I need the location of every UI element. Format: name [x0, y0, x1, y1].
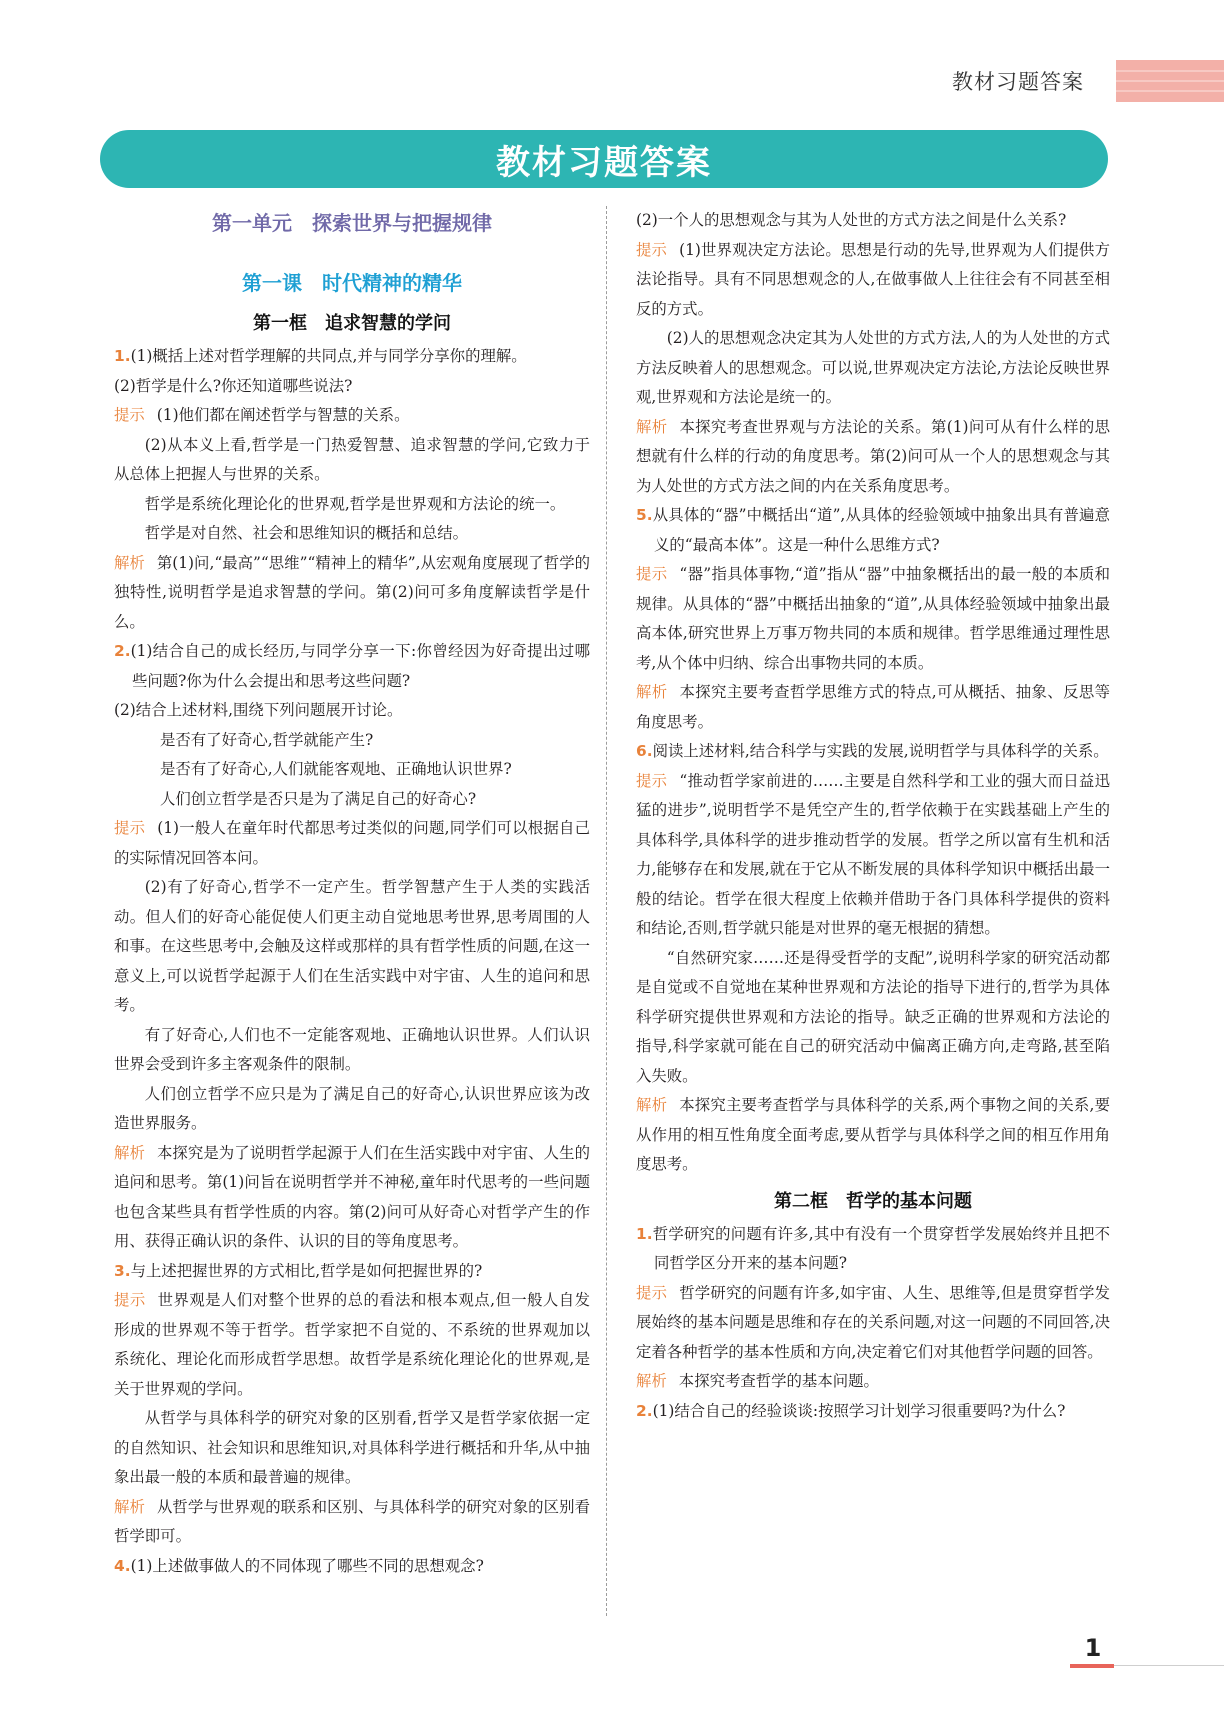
answer-paragraph: 人们创立哲学不应只是为了满足自己的好奇心,认识世界应该为改造世界服务。: [114, 1084, 590, 1132]
question-text: (1)概括上述对哲学理解的共同点,并与同学分享你的理解。: [130, 347, 527, 365]
frame2-question-2: [636, 1397, 1110, 1427]
question-2b: (2)结合上述材料,围绕下列问题展开讨论。: [114, 701, 403, 719]
analysis-block: [114, 549, 590, 638]
question-5: [636, 501, 1110, 560]
analysis-block: [636, 1367, 1110, 1397]
page-number: 1: [1084, 1634, 1102, 1662]
question-text: (1)结合自己的成长经历,与同学分享一下:你曾经因为好奇提出过哪些问题?你为什么会提出和思考这些问题?: [130, 642, 590, 690]
question-number: 1.: [636, 1224, 653, 1243]
question-number: 6.: [636, 742, 653, 760]
answer-paragraph: “自然研究家……还是得受哲学的支配”,说明科学家的研究活动都是自觉或不自觉地在某种世界观和方法论的指导下进行的,哲学为具体科学研究提供世界观和方法论的指导。缺乏正确的世界观和方法论的指导,科学家就可能在自己的研究活动中偏离正确方向,走弯路,甚至陷入失败。: [636, 948, 1110, 1085]
analysis-block: [636, 678, 1110, 737]
right-column: [636, 206, 1110, 1426]
analysis-text: 本探究考查世界观与方法论的关系。第(1)问可从有什么样的思想就有什么样的行动的角度思考。第(2)问可从一个人的思想观念与其为人处世的方式方法之间的内在关系角度思考。: [636, 417, 1110, 495]
question-text: (1)结合自己的经验谈谈:按照学习计划学习很重要吗?为什么?: [652, 1401, 1066, 1420]
question-text: 阅读上述材料,结合科学与实践的发展,说明哲学与具体科学的关系。: [652, 742, 1109, 760]
answer-paragraph: (2)人的思想观念决定其为人处世的方式方法,人的为人处世的方式方法反映着人的思想观念。可以说,世界观决定方法论,方法论反映世界观,世界观和方法论是统一的。: [636, 329, 1110, 406]
hint-text: (1)世界观决定方法论。思想是行动的先导,世界观为人们提供方法论指导。具有不同思想观念的人,在做事做人上往往会有不同甚至相反的方式。: [636, 240, 1110, 318]
analysis-text: 从哲学与世界观的联系和区别、与具体科学的研究对象的区别看哲学即可。: [114, 1497, 590, 1545]
hint-block: [114, 1286, 590, 1404]
question-text: 哲学研究的问题有许多,其中有没有一个贯穿哲学发展始终并且把不同哲学区分开来的基本问题?: [652, 1224, 1110, 1272]
question-number: 1.: [114, 347, 131, 365]
title-banner: [100, 130, 1108, 188]
hint-block: [636, 560, 1110, 678]
analysis-text: 第(1)问,“最高”“思维”“精神上的精华”,从宏观角度展现了哲学的独特性,说明哲学是追求智慧的学问。第(2)问可多角度解读哲学是什么。: [114, 553, 590, 631]
question-2: [114, 637, 590, 696]
analysis-tag: 解析: [636, 683, 668, 701]
hint-block: [636, 1279, 1110, 1368]
question-1: [114, 342, 590, 372]
hint-block: [114, 401, 590, 431]
answer-paragraph: 从哲学与具体科学的研究对象的区别看,哲学又是哲学家依据一定的自然知识、社会知识和思维知识,对具体科学进行概括和升华,从中抽象出最一般的本质和最普遍的规律。: [114, 1409, 590, 1486]
hint-text: (1)一般人在童年时代都思考过类似的问题,同学们可以根据自己的实际情况回答本问。: [114, 819, 590, 867]
hint-text: 哲学研究的问题有许多,如宇宙、人生、思维等,但是贯穿哲学发展始终的基本问题是思维和存在的关系问题,对这一问题的不同回答,决定着各种哲学的基本性质和方向,决定着它们对其他哲学问题的回答。: [636, 1283, 1110, 1361]
answer-paragraph: 哲学是系统化理论化的世界观,哲学是世界观和方法论的统一。: [144, 494, 566, 513]
question-text: 从具体的“器”中概括出“道”,从具体的经验领域中抽象出具有普遍意义的“最高本体”。这是一种什么思维方式?: [652, 506, 1110, 554]
answer-paragraph: 哲学是对自然、社会和思维知识的概括和总结。: [144, 524, 469, 542]
header-color-tab: [1116, 60, 1224, 102]
analysis-block: [636, 1091, 1110, 1180]
hint-tag: 提示: [636, 240, 668, 259]
hint-tag: 提示: [636, 565, 668, 583]
analysis-block: [114, 1139, 590, 1257]
question-number: 2.: [114, 642, 131, 660]
question-number: 2.: [636, 1401, 653, 1420]
column-divider: [606, 206, 607, 1616]
hint-tag: 提示: [114, 819, 146, 837]
footer-rule: [1114, 1665, 1224, 1666]
question-3: [114, 1257, 590, 1287]
discussion-item: 是否有了好奇心,哲学就能产生?: [160, 730, 374, 749]
analysis-tag: 解析: [636, 417, 668, 436]
analysis-tag: 解析: [114, 1143, 145, 1162]
answer-paragraph: 有了好奇心,人们也不一定能客观地、正确地认识世界。人们认识世界会受到许多主客观条件的限制。: [114, 1025, 590, 1073]
analysis-text: 本探究主要考查哲学思维方式的特点,可从概括、抽象、反思等角度思考。: [636, 683, 1110, 731]
question-text: (1)上述做事做人的不同体现了哪些不同的思想观念?: [130, 1556, 484, 1575]
header-label: 教材习题答案: [952, 70, 1084, 94]
discussion-item: 是否有了好奇心,人们就能客观地、正确地认识世界?: [160, 760, 512, 778]
question-1b: (2)哲学是什么?你还知道哪些说法?: [114, 376, 353, 395]
hint-text: 世界观是人们对整个世界的总的看法和根本观点,但一般人自发形成的世界观不等于哲学。哲学家把不自觉的、不系统的世界观加以系统化、理论化而形成哲学思想。故哲学是系统化理论化的世界观,是关于世界观的学问。: [114, 1291, 590, 1398]
discussion-item: 人们创立哲学是否只是为了满足自己的好奇心?: [160, 789, 477, 808]
analysis-text: 本探究主要考查哲学与具体科学的关系,两个事物之间的关系,要从作用的相互性角度全面考虑,要从哲学与具体科学之间的相互作用角度思考。: [636, 1096, 1110, 1173]
hint-block: [114, 814, 590, 873]
hint-tag: 提示: [636, 771, 668, 790]
page-number-underline: [1070, 1664, 1114, 1668]
analysis-text: 本探究考查哲学的基本问题。: [678, 1372, 879, 1390]
lesson-title: 第一课 时代精神的精华: [242, 271, 462, 295]
frame2-question-1: [636, 1220, 1110, 1279]
analysis-text: 本探究是为了说明哲学起源于人们在生活实践中对宇宙、人生的追问和思考。第(1)问旨在说明哲学并不神秘,童年时代思考的一些问题也包含某些具有哲学性质的内容。第(2)问可从好奇心对哲学产生的作用、获得正确认识的条件、认识的目的等角度思考。: [114, 1143, 590, 1250]
question-6: [636, 737, 1110, 767]
left-column: [114, 206, 590, 1581]
analysis-block: [636, 413, 1110, 502]
banner-title: 教材习题答案: [496, 142, 712, 183]
hint-block: [636, 767, 1110, 944]
hint-block: [636, 236, 1110, 325]
analysis-block: [114, 1493, 590, 1552]
frame2-title: 第二框 哲学的基本问题: [774, 1190, 972, 1212]
question-number: 4.: [114, 1556, 131, 1575]
question-4: [114, 1552, 590, 1582]
analysis-tag: 解析: [114, 1497, 145, 1516]
answer-paragraph: (2)从本义上看,哲学是一门热爱智慧、追求智慧的学问,它致力于从总体上把握人与世界的关系。: [114, 435, 590, 483]
hint-text: “器”指具体事物,“道”指从“器”中抽象概括出的最一般的本质和规律。从具体的“器”中概括出抽象的“道”,从具体经验领域中抽象出最高本体,研究世界上万事万物共同的本质和规律。哲学思维通过理性思考,从个体中归纳、综合出事物共同的本质。: [636, 565, 1110, 672]
analysis-tag: 解析: [636, 1372, 667, 1390]
hint-text: (1)他们都在阐述哲学与智慧的关系。: [156, 406, 410, 424]
hint-text: “推动哲学家前进的……主要是自然科学和工业的强大而日益迅猛的进步”,说明哲学不是凭空产生的,哲学依赖于在实践基础上产生的具体科学,具体科学的进步推动哲学的发展。哲学之所以富有生机和活力,能够存在和发展,就在于它从不断发展的具体科学知识中概括出最一般的结论。哲学在很大程度上依赖并借助于各门具体科学提供的资料和结论,否则,哲学就只能是对世界的毫无根据的猜想。: [636, 771, 1110, 937]
question-4b: (2)一个人的思想观念与其为人处世的方式方法之间是什么关系?: [636, 211, 1067, 229]
hint-tag: 提示: [114, 406, 145, 424]
analysis-tag: 解析: [114, 553, 145, 572]
question-number: 5.: [636, 506, 653, 524]
hint-tag: 提示: [114, 1291, 146, 1309]
hint-tag: 提示: [636, 1283, 668, 1302]
answer-paragraph: (2)有了好奇心,哲学不一定产生。哲学智慧产生于人类的实践活动。但人们的好奇心能促使人们更主动自觉地思考世界,思考周围的人和事。在这些思考中,会触及这样或那样的具有哲学性质的问题,在这一意义上,可以说哲学起源于人们在生活实践中对宇宙、人生的追问和思考。: [114, 878, 590, 1014]
analysis-tag: 解析: [636, 1096, 668, 1114]
question-text: 与上述把握世界的方式相比,哲学是如何把握世界的?: [130, 1261, 483, 1280]
frame1-title: 第一框 追求智慧的学问: [253, 313, 451, 334]
unit-title: 第一单元 探索世界与把握规律: [212, 211, 492, 235]
question-number: 3.: [114, 1261, 131, 1280]
